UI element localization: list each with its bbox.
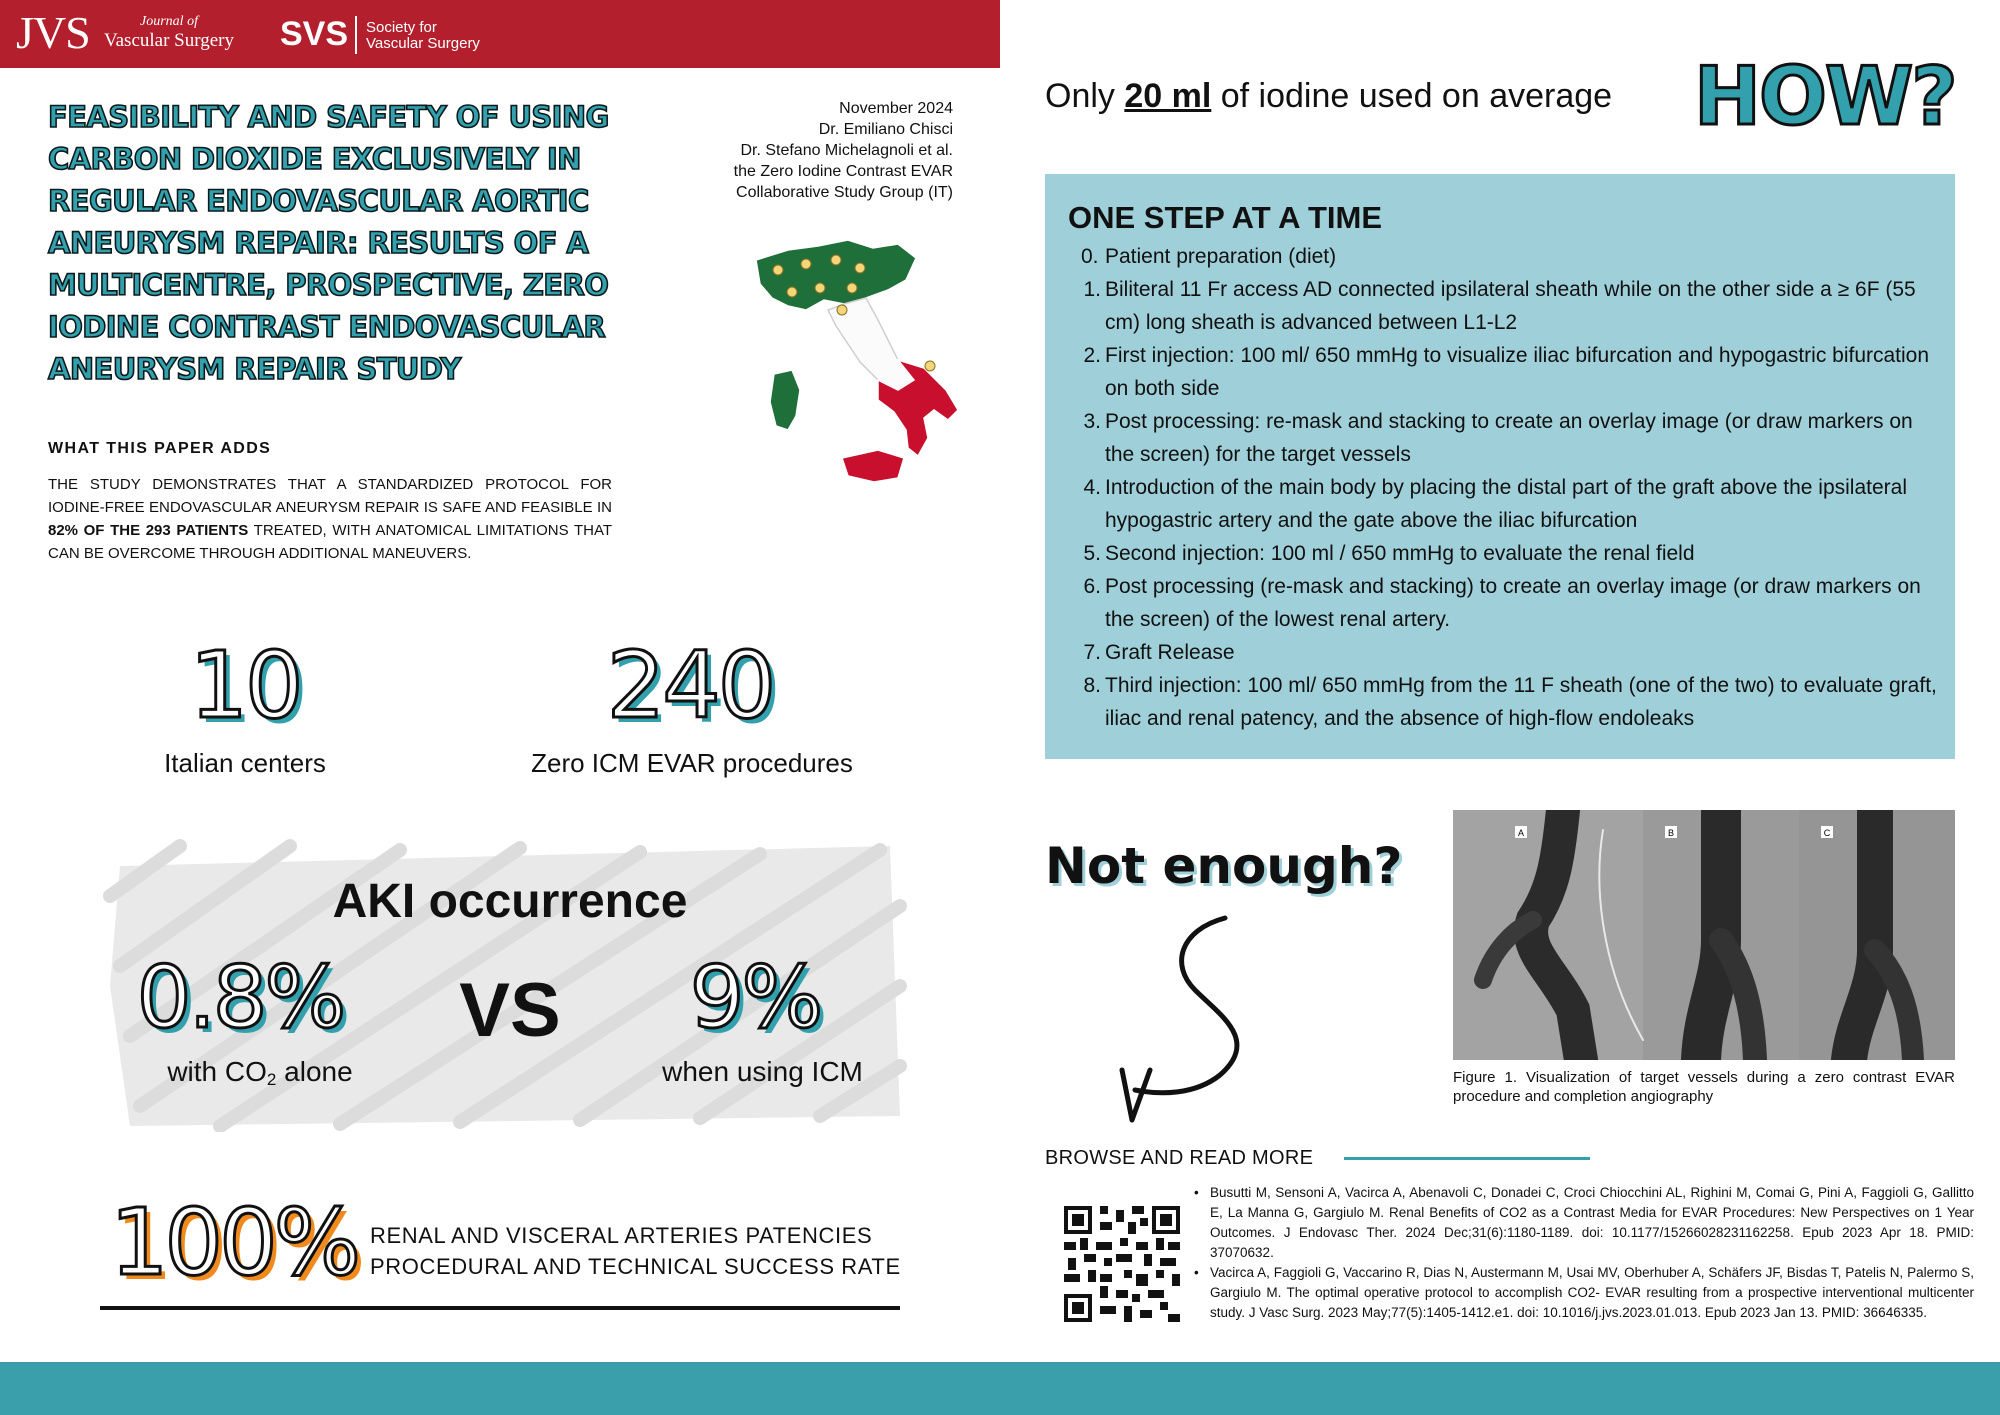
centers-label: Italian centers bbox=[164, 748, 326, 778]
step-text: Introduction of the main body by placing the distal part of the graft above the ipsilateral hypogastric artery and the gate above the iliac bifurcation bbox=[1105, 476, 1907, 532]
adds-text-start: THE STUDY DEMONSTRATES THAT A STANDARDIZED PROTOCOL FOR IODINE-FREE ENDOVASCULAR ANEURYSM REPAIR IS SAFE AND FEASIBLE IN bbox=[48, 476, 612, 516]
step-item bbox=[1081, 471, 1939, 537]
patency-description bbox=[370, 1220, 910, 1282]
panel-label-a: A bbox=[1517, 828, 1525, 838]
procedures-count: 240 bbox=[606, 632, 774, 739]
jvs-journal-of: Journal of bbox=[140, 14, 198, 29]
reference-item: • Busutti M, Sensoni A, Vacirca A, Abenavoli C, Donadei C, Croci Chiocchini AL, Righini M, Comai G, Pini A, Faggioli G, Gallitto E, La Manna G, Gargiulo M. Renal Benefits of CO2 as a Contrast Media for EVAR Procedures: New Perspectives on 1 Year Outcomes. J Endovasc Ther. 2024 Dec;31(6):1180-1189. doi: 10.1177/15266028231162258. Epub 2023 Apr 18. PMID: 37070632. bbox=[1194, 1183, 1974, 1263]
angiography-image bbox=[1453, 810, 1955, 1060]
patency-line1: RENAL AND VISCERAL ARTERIES PATENCIES bbox=[370, 1223, 873, 1248]
aki-co2-label-prefix: with CO bbox=[167, 1056, 267, 1087]
step-item bbox=[1081, 537, 1939, 570]
section-underline bbox=[100, 1306, 900, 1310]
not-enough-heading: Not enough? bbox=[1045, 837, 1403, 895]
step-item bbox=[1081, 636, 1939, 669]
step-number: 2. bbox=[1083, 344, 1101, 367]
journal-header bbox=[0, 0, 1000, 68]
angiography-figure bbox=[1453, 810, 1955, 1060]
step-text: Post processing (re-mask and stacking) to create an overlay image (or draw markers on the screen) of the lowest renal artery. bbox=[1105, 575, 1921, 631]
step-item bbox=[1081, 240, 1939, 273]
footer-bar bbox=[0, 1362, 2000, 1415]
step-number: 1. bbox=[1083, 278, 1101, 301]
panel-label-c: C bbox=[1823, 828, 1831, 838]
reference-item: • Vacirca A, Faggioli G, Vaccarino R, Dias N, Austermann M, Usai MV, Oberhuber A, Schäfers JF, Bisdas T, Patelis N, Palermo S, Gargiulo M. The optimal operative protocol to accomplish CO2- EVAR resulting from a prospective interventional multicenter study. J Vasc Surg. 2023 May;77(5):1405-1412.e1. doi: 10.1016/j.jvs.2023.01.013. Epub 2023 Jan 13. PMID: 36646335. bbox=[1194, 1263, 1974, 1323]
svs-logo: SVS bbox=[280, 15, 349, 53]
step-item bbox=[1081, 405, 1939, 471]
how-heading: HOW? bbox=[1694, 50, 1956, 143]
step-text: First injection: 100 ml/ 650 mmHg to visualize iliac bifurcation and hypogastric bifurcation on both side bbox=[1105, 344, 1930, 400]
author-secondary: Dr. Stefano Michelagnoli et al. bbox=[740, 142, 953, 159]
aki-icm-label: when using ICM bbox=[662, 1056, 863, 1087]
iodine-amount: 20 ml bbox=[1124, 77, 1212, 115]
study-group-line2: Collaborative Study Group (IT) bbox=[736, 184, 953, 201]
aki-co2-label bbox=[120, 1056, 400, 1096]
adds-text-end: TREATED, WITH ANATOMICAL LIMITATIONS THAT CAN BE OVERCOME THROUGH ADDITIONAL MANEUVERS. bbox=[48, 522, 612, 562]
adds-text-highlight: 82% OF THE 293 PATIENTS bbox=[48, 522, 249, 539]
jvs-journal-name bbox=[104, 12, 234, 50]
aki-co2-value: 0.8% bbox=[136, 948, 344, 1048]
logo-divider bbox=[355, 16, 357, 54]
italy-map-icon bbox=[748, 240, 958, 510]
jvs-logo: JVS bbox=[16, 7, 90, 58]
step-text: Post processing: re-mask and stacking to create an overlay image (or draw markers on the screen) for the target vessels bbox=[1105, 410, 1913, 466]
step-number: 7. bbox=[1083, 641, 1101, 664]
step-text: Biliteral 11 Fr access AD connected ipsilateral sheath while on the other side a ≥ 6F (55 cm) long sheath is advanced between L1-L2 bbox=[1105, 278, 1916, 334]
step-item bbox=[1081, 273, 1939, 339]
step-number: 6. bbox=[1083, 575, 1101, 598]
panel-label-b: B bbox=[1667, 828, 1675, 838]
iodine-average bbox=[1045, 76, 1612, 116]
step-text: Second injection: 100 ml / 650 mmHg to evaluate the renal field bbox=[1105, 542, 1695, 565]
svs-society-name bbox=[366, 20, 480, 52]
protocol-steps-box bbox=[1045, 174, 1955, 759]
step-item bbox=[1081, 570, 1939, 636]
jvs-journal-title: Vascular Surgery bbox=[104, 30, 234, 51]
centers-count: 10 bbox=[189, 632, 301, 739]
patency-percentage: 100% bbox=[110, 1189, 358, 1296]
qr-code-icon[interactable] bbox=[1064, 1206, 1180, 1322]
svs-name-line1: Society for bbox=[366, 19, 437, 36]
aki-versus: VS bbox=[459, 968, 561, 1053]
squiggle-arrow-icon bbox=[1110, 910, 1260, 1130]
patency-line2: PROCEDURAL AND TECHNICAL SUCCESS RATE bbox=[370, 1254, 901, 1279]
aki-title: AKI occurrence bbox=[332, 875, 688, 928]
svs-name-line2: Vascular Surgery bbox=[366, 35, 480, 52]
step-text: Third injection: 100 ml/ 650 mmHg from the 11 F sheath (one of the two) to evaluate graft, iliac and renal patency, and the absence of high-flow endoleaks bbox=[1105, 674, 1937, 730]
browse-underline bbox=[1344, 1157, 1590, 1160]
step-number: 5. bbox=[1083, 542, 1101, 565]
publication-date: November 2024 bbox=[839, 100, 953, 117]
step-item bbox=[1081, 339, 1939, 405]
paper-title: FEASIBILITY AND SAFETY OF USING CARBON DIOXIDE EXCLUSIVELY IN REGULAR ENDOVASCULAR AORTIC ANEURYSM REPAIR: RESULTS OF A MULTICENTRE, PROSPECTIVE, ZERO IODINE CONTRAST ENDOVASCULAR ANEURYSM REPAIR STUDY bbox=[48, 100, 609, 386]
step-text: Graft Release bbox=[1105, 641, 1235, 664]
step-number: 3. bbox=[1083, 410, 1101, 433]
procedures-label: Zero ICM EVAR procedures bbox=[531, 748, 853, 778]
step-number: 0. bbox=[1081, 245, 1099, 268]
author-primary: Dr. Emiliano Chisci bbox=[818, 121, 953, 138]
reference-list bbox=[1194, 1183, 1974, 1323]
figure-caption: Figure 1. Visualization of target vessels during a zero contrast EVAR procedure and completion angiography bbox=[1453, 1069, 1955, 1105]
aki-co2-label-suffix: alone bbox=[276, 1056, 353, 1087]
iodine-suffix: of iodine used on average bbox=[1211, 77, 1613, 115]
step-number: 8. bbox=[1083, 674, 1101, 697]
study-group-line1: the Zero Iodine Contrast EVAR bbox=[733, 163, 953, 180]
step-item bbox=[1081, 669, 1939, 735]
browse-heading: BROWSE AND READ MORE bbox=[1045, 1147, 1314, 1169]
steps-title: ONE STEP AT A TIME bbox=[1068, 200, 1383, 235]
iodine-prefix: Only bbox=[1045, 77, 1125, 115]
step-number: 4. bbox=[1083, 476, 1101, 499]
aki-co2-label-subscript: 2 bbox=[266, 1070, 277, 1089]
aki-icm-value: 9% bbox=[689, 948, 821, 1048]
steps-list bbox=[1081, 240, 1939, 735]
step-text: Patient preparation (diet) bbox=[1105, 245, 1337, 268]
byline bbox=[660, 98, 953, 203]
what-this-paper-adds-text bbox=[48, 473, 612, 565]
what-this-paper-adds-heading: WHAT THIS PAPER ADDS bbox=[48, 440, 272, 457]
